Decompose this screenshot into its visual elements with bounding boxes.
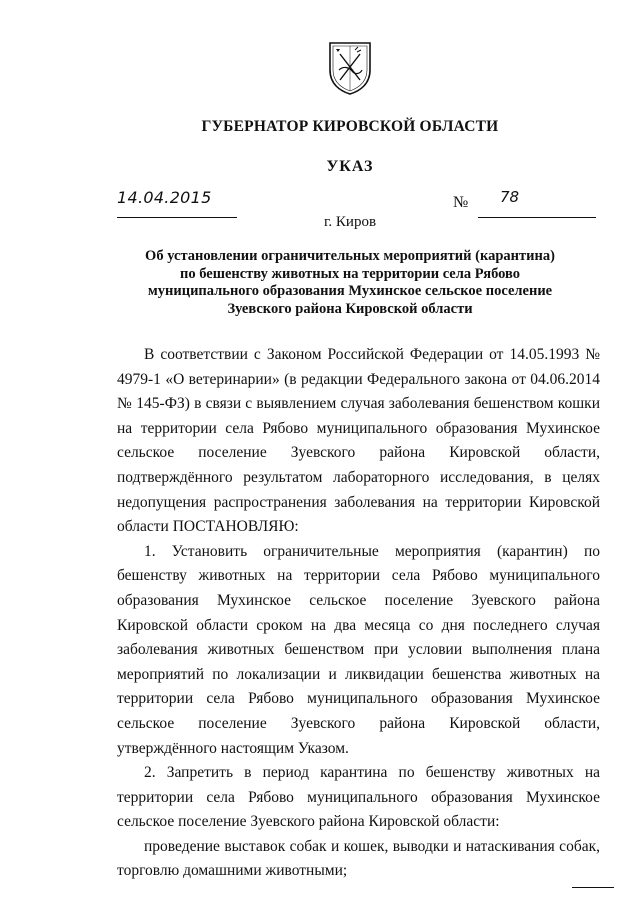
- city-line: г. Киров: [323, 214, 377, 230]
- handwritten-date: 14.04.2015: [117, 188, 212, 207]
- decree-body: [117, 343, 600, 884]
- kirov-coat-of-arms-icon: [327, 40, 373, 96]
- document-type: УКАЗ: [326, 158, 374, 175]
- subject-line: Зуевского района Кировской области: [227, 300, 473, 317]
- subject-line: Об установлении ограничительных мероприятий (карантина): [145, 248, 555, 264]
- handwritten-number: 78: [500, 188, 520, 206]
- footer-rule: [572, 887, 614, 888]
- item-2-subitem-paragraph: проведение выставок собак и кошек, выводки и натаскивания собак, торговлю домашними животными;: [117, 837, 600, 880]
- authority-title: ГУБЕРНАТОР КИРОВСКОЙ ОБЛАСТИ: [201, 118, 499, 135]
- item-2-paragraph: 2. Запретить в период карантина по бешенству животных на территории села Рябово муниципального образования Мухинское сельское поселение Зуевского района Кировской области:: [117, 764, 600, 831]
- item-1-paragraph: 1. Установить ограничительные мероприятия (карантин) по бешенству животных на территории села Рябово муниципального образования Мухинское сельское поселение Зуевского района Кировской области сроком на два месяца со дня последнего случая заболевания животных бешенством при условии выполнения плана мероприятий по локализации и ликвидации бешенства животных на территории села Рябово муниципального образования Мухинское сельское поселение Зуевского района Кировской области, утверждённого настоящим Указом.: [117, 542, 600, 757]
- subject-line: по бешенству животных на территории села Рябово: [179, 265, 521, 282]
- preamble-paragraph: В соответствии с Законом Российской Федерации от 14.05.1993 № 4979-1 «О ветеринарии» (в редакции Федерального закона от 04.06.2014 № 145-ФЗ) в связи с выявлением случая заболевания бешенством кошки на территории села Рябово муниципального образования Мухинское сельское поселение Зуевского района Кировской области, подтверждённого результатом лабораторного исследования, в целях недопущения распространения заболевания на территории Кировской области ПОСТАНОВЛЯЮ:: [117, 346, 600, 536]
- number-sign: №: [453, 194, 469, 211]
- decree-subject: [0, 248, 640, 318]
- subject-line: муниципального образования Мухинское сельское поселение: [147, 283, 553, 299]
